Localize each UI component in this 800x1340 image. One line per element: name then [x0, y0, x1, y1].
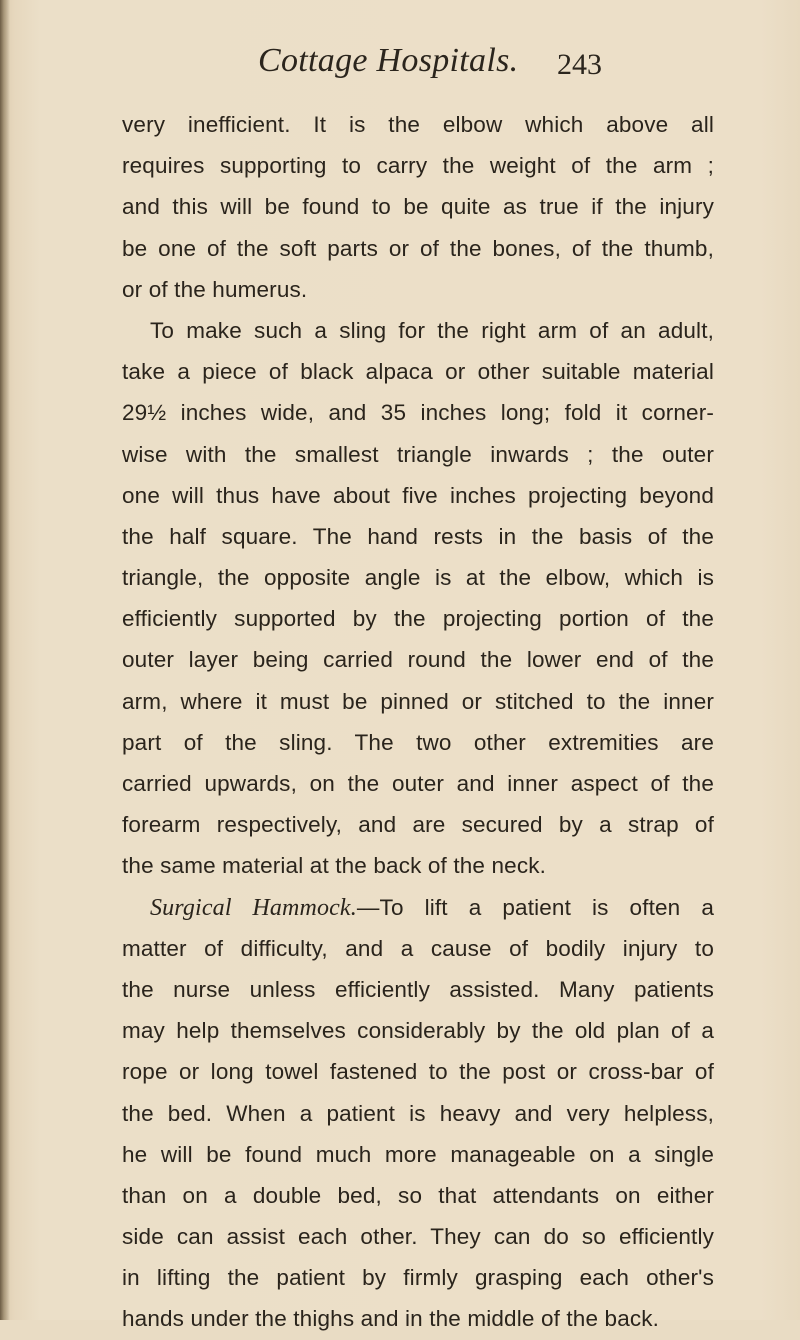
- text-line: he will be found much more manageable on a single: [122, 1141, 714, 1167]
- text-line: efficiently supported by the projecting portion of the: [122, 606, 714, 632]
- text-line: take a piece of black alpaca or other suitable material: [122, 359, 714, 385]
- text-line: wise with the smallest triangle inwards ; the outer: [122, 441, 714, 467]
- text-line: arm, where it must be pinned or stitched to the inner: [122, 688, 714, 714]
- text-line: the nurse unless efficiently assisted. Many patients: [122, 976, 714, 1002]
- text-line: 29½ inches wide, and 35 inches long; fold it corner-: [122, 400, 714, 426]
- text-line: To make such a sling for the right arm of an adult,: [150, 317, 714, 343]
- text-line: than on a double bed, so that attendants on either: [122, 1182, 714, 1208]
- section-heading-surgical-hammock: Surgical Hammock.: [150, 894, 357, 921]
- text-line: rope or long towel fastened to the post or cross-bar of: [122, 1059, 714, 1085]
- text-line: requires supporting to carry the weight of the arm ;: [122, 153, 714, 179]
- text-line: the same material at the back of the neck.: [122, 853, 547, 879]
- binding-edge: [0, 0, 10, 1320]
- running-title: Cottage Hospitals.: [258, 42, 519, 79]
- text-line: the half square. The hand rests in the basis of the: [122, 523, 714, 549]
- text-line: and this will be found to be quite as true if the injury: [122, 194, 714, 220]
- text-line: or of the humerus.: [122, 276, 308, 302]
- text-line-section-start: [122, 887, 714, 928]
- text-line: hands under the thighs and in the middle of the back.: [122, 1306, 660, 1332]
- text-line: carried upwards, on the outer and inner aspect of the: [122, 771, 714, 796]
- text-line: matter of difficulty, and a cause of bodily injury to: [122, 935, 714, 961]
- text-line: forearm respectively, and are secured by a strap of: [122, 812, 714, 838]
- text-line: in lifting the patient by firmly grasping each other's: [122, 1265, 714, 1291]
- section-heading-continuation: —To lift a patient is often a: [356, 894, 714, 920]
- text-line: be one of the soft parts or of the bones, of the thumb,: [122, 235, 714, 261]
- text-line: outer layer being carried round the lower end of the: [122, 647, 714, 673]
- body-text: [122, 104, 714, 1340]
- text-line: triangle, the opposite angle is at the elbow, which is: [122, 565, 714, 591]
- text-line: may help themselves considerably by the old plan of a: [122, 1018, 714, 1044]
- text-line: very inefficient. It is the elbow which above all: [122, 112, 714, 137]
- page-number: 243: [557, 48, 602, 81]
- running-head: [0, 42, 800, 92]
- text-line: side can assist each other. They can do so efficiently: [122, 1224, 714, 1250]
- text-line: the bed. When a patient is heavy and very helpless,: [122, 1100, 714, 1126]
- text-line: part of the sling. The two other extremities are: [122, 729, 714, 755]
- text-line: one will thus have about five inches projecting beyond: [122, 482, 714, 508]
